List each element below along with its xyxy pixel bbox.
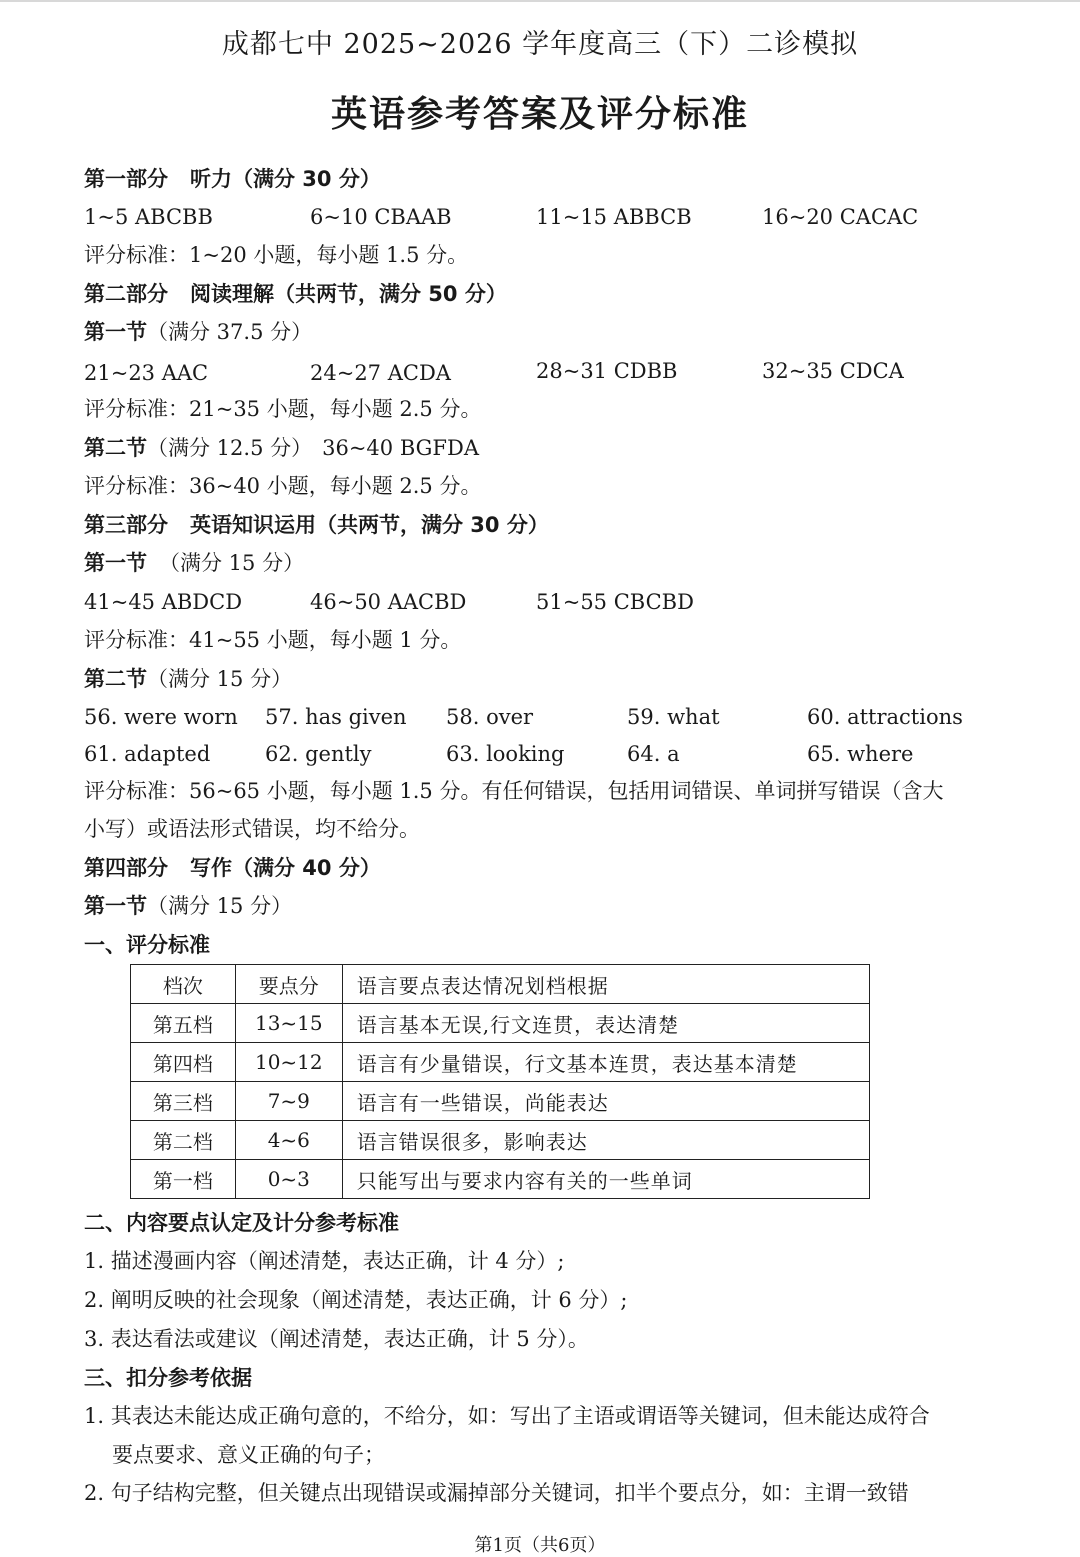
blank-answer: 58. over bbox=[446, 705, 534, 729]
scoring-note: 评分标准：41~55 小题，每小题 1 分。 bbox=[84, 628, 462, 652]
answer-group: 6~10 CBAAB bbox=[310, 205, 452, 229]
answer-group: 32~35 CDCA bbox=[762, 359, 904, 383]
blank-answer: 57. has given bbox=[265, 705, 407, 729]
answer-group: 41~45 ABDCD bbox=[84, 590, 243, 614]
answer-group: 51~55 CBCBD bbox=[536, 590, 694, 614]
answer-group: 24~27 ACDA bbox=[310, 361, 451, 385]
section-heading: 第一节 （满分 15 分） bbox=[84, 551, 305, 575]
table-row bbox=[131, 1043, 870, 1082]
grade-description: 语言基本无误,行文连贯，表达清楚 bbox=[342, 1004, 869, 1043]
blank-answer: 56. were worn bbox=[84, 705, 238, 729]
blank-answer: 62. gently bbox=[265, 742, 372, 766]
score-range: 7~9 bbox=[235, 1082, 342, 1121]
top-border bbox=[0, 0, 1080, 2]
document-title: 英语参考答案及评分标准 bbox=[330, 94, 749, 135]
table-row bbox=[131, 1121, 870, 1160]
deduction-item: 2. 句子结构完整，但关键点出现错误或漏掉部分关键词，扣半个要点分，如：主谓一致错 bbox=[84, 1481, 909, 1505]
scoring-note-cont: 小写）或语法形式错误，均不给分。 bbox=[84, 817, 420, 841]
scoring-note: 评分标准：56~65 小题，每小题 1.5 分。有任何错误，包括用词错误、单词拼写错误（含大 bbox=[84, 779, 944, 803]
grade-description: 语言有一些错误，尚能表达 bbox=[342, 1082, 869, 1121]
grade-description: 语言错误很多，影响表达 bbox=[342, 1121, 869, 1160]
table-header-row bbox=[131, 965, 870, 1004]
part1-heading: 第一部分 听力（满分 30 分） bbox=[84, 167, 381, 191]
part2-heading: 第二部分 阅读理解（共两节，满分 50 分） bbox=[84, 282, 507, 306]
part4-heading: 第四部分 写作（满分 40 分） bbox=[84, 856, 381, 880]
table-row bbox=[131, 1004, 870, 1043]
table-row bbox=[131, 1160, 870, 1199]
section-heading: 第二节（满分 15 分） bbox=[84, 667, 293, 691]
answer-group: 1~5 ABCBB bbox=[84, 205, 213, 229]
deduction-heading: 三、扣分参考依据 bbox=[84, 1366, 252, 1390]
header-cell: 语言要点表达情况划档根据 bbox=[342, 965, 869, 1004]
answer-group: 46~50 AACBD bbox=[310, 590, 467, 614]
page-number: 第1页（共6页） bbox=[474, 1535, 606, 1556]
section-heading: 第一节（满分 37.5 分） bbox=[84, 320, 313, 344]
score-range: 10~12 bbox=[235, 1043, 342, 1082]
deduction-item-cont: 要点要求、意义正确的句子； bbox=[112, 1443, 385, 1467]
score-range: 4~6 bbox=[235, 1121, 342, 1160]
answer-group: 21~23 AAC bbox=[84, 361, 209, 385]
answer-group: 16~20 CACAC bbox=[762, 205, 919, 229]
score-range: 0~3 bbox=[235, 1160, 342, 1199]
content-item: 1. 描述漫画内容（阐述清楚，表达正确，计 4 分）; bbox=[84, 1249, 565, 1273]
exam-title: 成都七中 2025~2026 学年度高三（下）二诊模拟 bbox=[221, 29, 859, 60]
grade-level: 第三档 bbox=[131, 1082, 236, 1121]
section-heading: 第二节（满分 12.5 分） 36~40 BGFDA bbox=[84, 436, 479, 460]
section-heading: 第一节（满分 15 分） bbox=[84, 894, 293, 918]
grade-description: 语言有少量错误，行文基本连贯，表达基本清楚 bbox=[342, 1043, 869, 1082]
criteria-heading: 一、评分标准 bbox=[84, 933, 210, 957]
deduction-item: 1. 其表达未能达成正确句意的，不给分，如：写出了主语或谓语等关键词，但未能达成符合 bbox=[84, 1404, 930, 1428]
content-item: 3. 表达看法或建议（阐述清楚，表达正确，计 5 分）。 bbox=[84, 1327, 589, 1351]
content-heading: 二、内容要点认定及计分参考标准 bbox=[84, 1211, 399, 1235]
blank-answer: 65. where bbox=[807, 742, 914, 766]
blank-answer: 64. a bbox=[627, 742, 680, 766]
part3-heading: 第三部分 英语知识运用（共两节，满分 30 分） bbox=[84, 513, 549, 537]
blank-answer: 59. what bbox=[627, 705, 720, 729]
grade-level: 第四档 bbox=[131, 1043, 236, 1082]
answer-group: 28~31 CDBB bbox=[536, 359, 678, 383]
score-range: 13~15 bbox=[235, 1004, 342, 1043]
content-item: 2. 阐明反映的社会现象（阐述清楚，表达正确，计 6 分）; bbox=[84, 1288, 628, 1312]
grade-level: 第五档 bbox=[131, 1004, 236, 1043]
blank-answer: 61. adapted bbox=[84, 742, 211, 766]
grading-table bbox=[130, 964, 870, 1199]
grade-level: 第一档 bbox=[131, 1160, 236, 1199]
table-row bbox=[131, 1082, 870, 1121]
grade-level: 第二档 bbox=[131, 1121, 236, 1160]
answer-group: 11~15 ABBCB bbox=[536, 205, 692, 229]
scoring-note: 评分标准：21~35 小题，每小题 2.5 分。 bbox=[84, 397, 482, 421]
scoring-note: 评分标准：1~20 小题，每小题 1.5 分。 bbox=[84, 243, 469, 267]
blank-answer: 60. attractions bbox=[807, 705, 963, 729]
blank-answer: 63. looking bbox=[446, 742, 565, 766]
header-cell: 档次 bbox=[131, 965, 236, 1004]
header-cell: 要点分 bbox=[235, 965, 342, 1004]
grade-description: 只能写出与要求内容有关的一些单词 bbox=[342, 1160, 869, 1199]
scoring-note: 评分标准：36~40 小题，每小题 2.5 分。 bbox=[84, 474, 482, 498]
